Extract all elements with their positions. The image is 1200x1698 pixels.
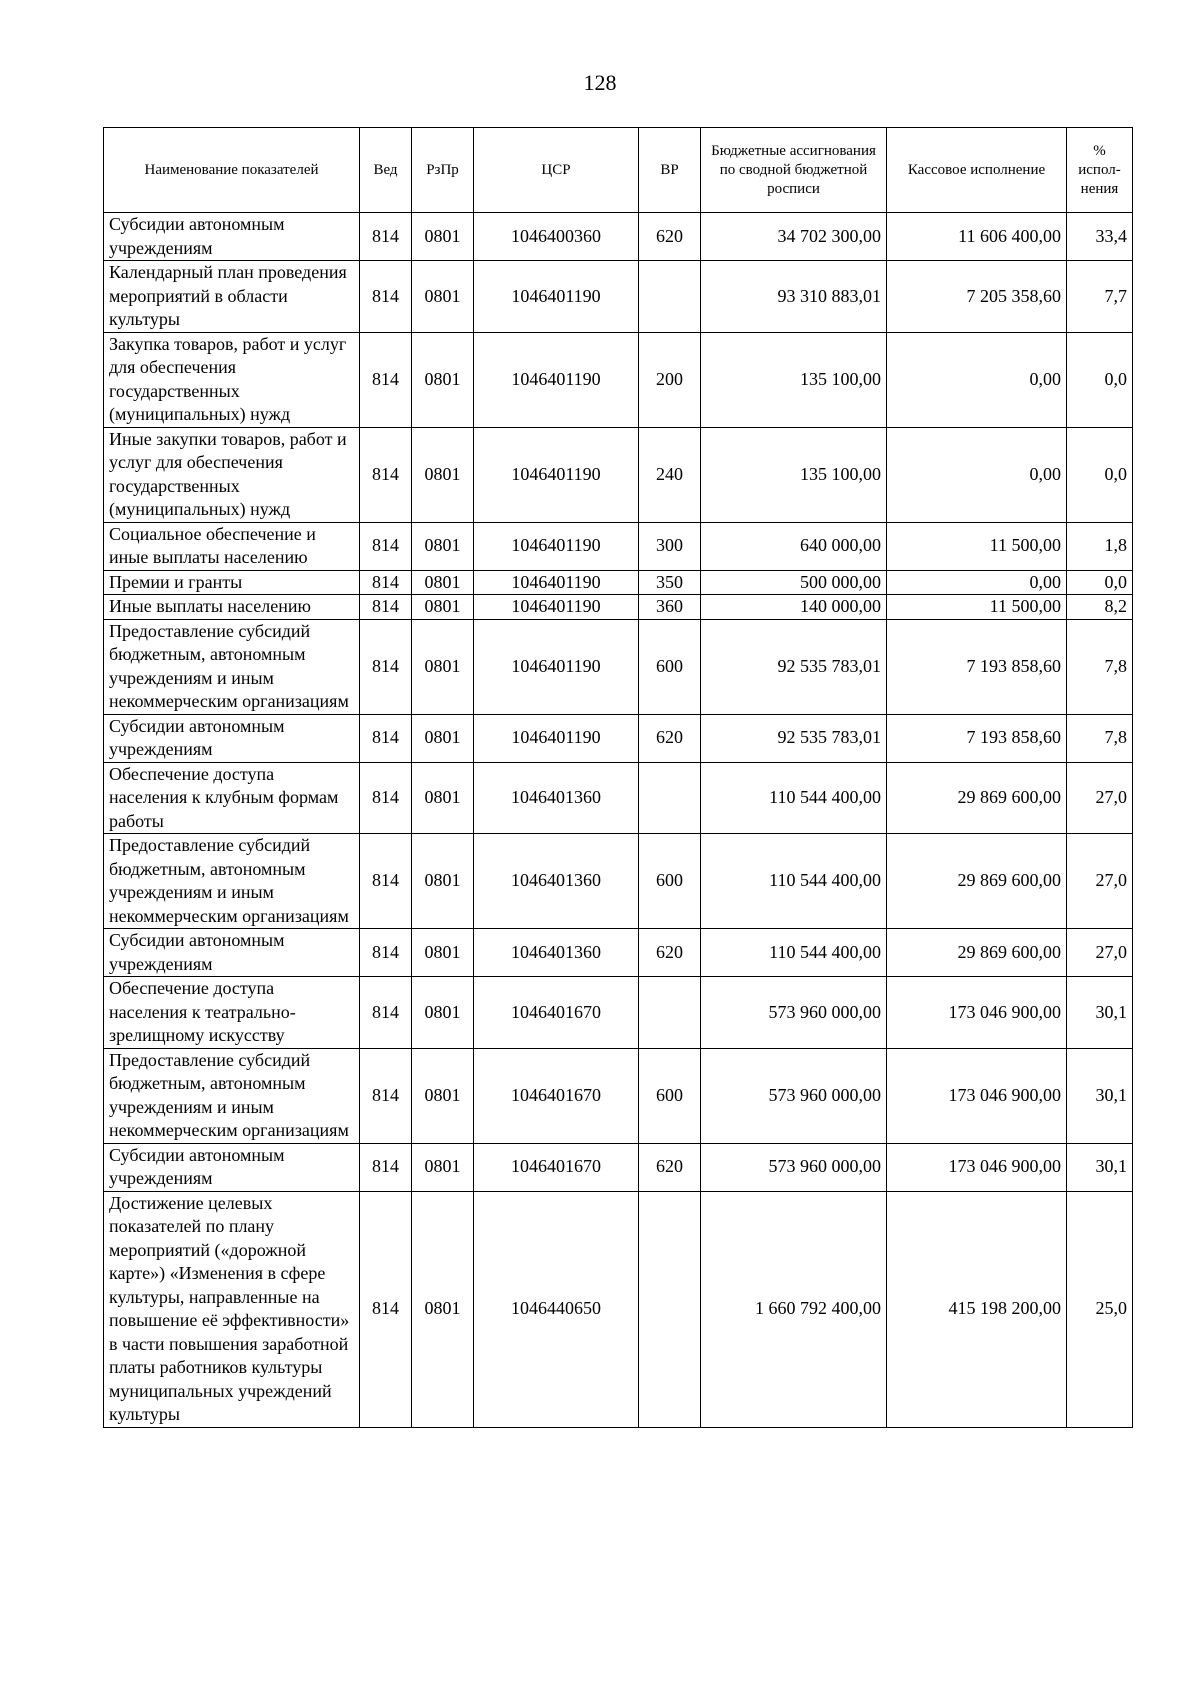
- table-row: [104, 619, 1133, 714]
- cell-budget: 573 960 000,00: [701, 1048, 887, 1143]
- cell-budget: 135 100,00: [701, 427, 887, 522]
- cell-rzpr: 0801: [412, 570, 474, 595]
- cell-rzpr: 0801: [412, 522, 474, 570]
- cell-budget: 640 000,00: [701, 522, 887, 570]
- cell-name: Премии и гранты: [104, 570, 360, 595]
- table-row: [104, 595, 1133, 620]
- cell-csr: 1046401190: [474, 714, 639, 762]
- cell-budget: 92 535 783,01: [701, 619, 887, 714]
- cell-name: Субсидии автономным учреждениям: [104, 213, 360, 261]
- cell-ved: 814: [360, 619, 412, 714]
- cell-budget: 135 100,00: [701, 332, 887, 427]
- cell-name: Закупка товаров, работ и услуг для обеспечения государственных (муниципальных) нужд: [104, 332, 360, 427]
- cell-rzpr: 0801: [412, 977, 474, 1049]
- cell-csr: 1046400360: [474, 213, 639, 261]
- cell-vr: 600: [639, 834, 701, 929]
- table-row: [104, 261, 1133, 333]
- cell-percent: 7,8: [1067, 619, 1133, 714]
- cell-budget: 500 000,00: [701, 570, 887, 595]
- cell-budget: 573 960 000,00: [701, 977, 887, 1049]
- cell-name: Обеспечение доступа населения к театрально-зрелищному искусству: [104, 977, 360, 1049]
- cell-percent: 1,8: [1067, 522, 1133, 570]
- cell-vr: 200: [639, 332, 701, 427]
- cell-ved: 814: [360, 332, 412, 427]
- cell-ved: 814: [360, 1143, 412, 1191]
- cell-kassa: 0,00: [887, 570, 1067, 595]
- cell-rzpr: 0801: [412, 834, 474, 929]
- cell-kassa: 7 205 358,60: [887, 261, 1067, 333]
- cell-csr: 1046440650: [474, 1191, 639, 1427]
- cell-ved: 814: [360, 977, 412, 1049]
- header-rzpr: РзПр: [412, 128, 474, 213]
- cell-ved: 814: [360, 929, 412, 977]
- budget-execution-table: [103, 127, 1133, 1428]
- cell-name: Предоставление субсидий бюджетным, автономным учреждениям и иным некоммерческим организациям: [104, 834, 360, 929]
- table-row: [104, 427, 1133, 522]
- cell-rzpr: 0801: [412, 261, 474, 333]
- cell-vr: 600: [639, 1048, 701, 1143]
- cell-csr: 1046401360: [474, 929, 639, 977]
- table-row: [104, 977, 1133, 1049]
- cell-vr: 620: [639, 213, 701, 261]
- header-csr: ЦСР: [474, 128, 639, 213]
- cell-rzpr: 0801: [412, 595, 474, 620]
- cell-rzpr: 0801: [412, 213, 474, 261]
- cell-rzpr: 0801: [412, 427, 474, 522]
- table-row: [104, 332, 1133, 427]
- cell-kassa: 11 606 400,00: [887, 213, 1067, 261]
- cell-kassa: 29 869 600,00: [887, 929, 1067, 977]
- cell-name: Календарный план проведения мероприятий в области культуры: [104, 261, 360, 333]
- cell-kassa: 173 046 900,00: [887, 1143, 1067, 1191]
- header-name: Наименование показателей: [104, 128, 360, 213]
- cell-percent: 27,0: [1067, 834, 1133, 929]
- cell-name: Субсидии автономным учреждениям: [104, 929, 360, 977]
- table-header-row: [104, 128, 1133, 213]
- cell-ved: 814: [360, 522, 412, 570]
- header-ved: Вед: [360, 128, 412, 213]
- table-row: [104, 762, 1133, 834]
- cell-csr: 1046401190: [474, 427, 639, 522]
- header-budget: Бюджетные ассигнования по сводной бюджетной росписи: [701, 128, 887, 213]
- cell-rzpr: 0801: [412, 762, 474, 834]
- cell-csr: 1046401190: [474, 522, 639, 570]
- cell-budget: 1 660 792 400,00: [701, 1191, 887, 1427]
- cell-budget: 110 544 400,00: [701, 929, 887, 977]
- cell-vr: 360: [639, 595, 701, 620]
- cell-ved: 814: [360, 762, 412, 834]
- cell-ved: 814: [360, 595, 412, 620]
- cell-budget: 140 000,00: [701, 595, 887, 620]
- cell-csr: 1046401670: [474, 977, 639, 1049]
- cell-name: Обеспечение доступа населения к клубным формам работы: [104, 762, 360, 834]
- cell-percent: 30,1: [1067, 1048, 1133, 1143]
- cell-ved: 814: [360, 261, 412, 333]
- cell-percent: 7,8: [1067, 714, 1133, 762]
- cell-percent: 25,0: [1067, 1191, 1133, 1427]
- cell-kassa: 29 869 600,00: [887, 762, 1067, 834]
- cell-budget: 34 702 300,00: [701, 213, 887, 261]
- cell-csr: 1046401360: [474, 834, 639, 929]
- cell-name: Субсидии автономным учреждениям: [104, 1143, 360, 1191]
- cell-csr: 1046401190: [474, 595, 639, 620]
- cell-ved: 814: [360, 1048, 412, 1143]
- cell-vr: [639, 261, 701, 333]
- cell-budget: 110 544 400,00: [701, 834, 887, 929]
- cell-rzpr: 0801: [412, 1048, 474, 1143]
- cell-ved: 814: [360, 570, 412, 595]
- cell-name: Предоставление субсидий бюджетным, автономным учреждениям и иным некоммерческим организациям: [104, 1048, 360, 1143]
- table-row: [104, 570, 1133, 595]
- cell-budget: 92 535 783,01: [701, 714, 887, 762]
- cell-csr: 1046401670: [474, 1048, 639, 1143]
- cell-csr: 1046401190: [474, 619, 639, 714]
- table-row: [104, 522, 1133, 570]
- cell-vr: [639, 762, 701, 834]
- cell-kassa: 415 198 200,00: [887, 1191, 1067, 1427]
- cell-csr: 1046401190: [474, 332, 639, 427]
- cell-budget: 110 544 400,00: [701, 762, 887, 834]
- cell-name: Иные закупки товаров, работ и услуг для обеспечения государственных (муниципальных) нужд: [104, 427, 360, 522]
- cell-kassa: 7 193 858,60: [887, 714, 1067, 762]
- cell-rzpr: 0801: [412, 1191, 474, 1427]
- cell-percent: 27,0: [1067, 762, 1133, 834]
- cell-percent: 30,1: [1067, 1143, 1133, 1191]
- cell-name: Социальное обеспечение и иные выплаты населению: [104, 522, 360, 570]
- cell-vr: 620: [639, 929, 701, 977]
- cell-name: Достижение целевых показателей по плану мероприятий («дорожной карте») «Изменения в сфере культуры, направленные на повышение её эффективности» в части повышения заработной платы работников культуры муниципальных учреждений культуры: [104, 1191, 360, 1427]
- cell-name: Субсидии автономным учреждениям: [104, 714, 360, 762]
- cell-percent: 8,2: [1067, 595, 1133, 620]
- cell-rzpr: 0801: [412, 332, 474, 427]
- cell-vr: 620: [639, 714, 701, 762]
- cell-vr: 600: [639, 619, 701, 714]
- table-row: [104, 929, 1133, 977]
- cell-budget: 573 960 000,00: [701, 1143, 887, 1191]
- cell-csr: 1046401190: [474, 570, 639, 595]
- cell-kassa: 11 500,00: [887, 595, 1067, 620]
- cell-percent: 0,0: [1067, 332, 1133, 427]
- cell-ved: 814: [360, 427, 412, 522]
- cell-percent: 33,4: [1067, 213, 1133, 261]
- cell-rzpr: 0801: [412, 714, 474, 762]
- cell-csr: 1046401360: [474, 762, 639, 834]
- header-kassa: Кассовое исполнение: [887, 128, 1067, 213]
- cell-kassa: 29 869 600,00: [887, 834, 1067, 929]
- cell-budget: 93 310 883,01: [701, 261, 887, 333]
- cell-vr: [639, 1191, 701, 1427]
- cell-name: Иные выплаты населению: [104, 595, 360, 620]
- cell-vr: 300: [639, 522, 701, 570]
- cell-vr: [639, 977, 701, 1049]
- cell-ved: 814: [360, 714, 412, 762]
- cell-name: Предоставление субсидий бюджетным, автономным учреждениям и иным некоммерческим организациям: [104, 619, 360, 714]
- cell-kassa: 11 500,00: [887, 522, 1067, 570]
- table-row: [104, 1048, 1133, 1143]
- cell-kassa: 0,00: [887, 332, 1067, 427]
- cell-percent: 0,0: [1067, 570, 1133, 595]
- cell-ved: 814: [360, 213, 412, 261]
- cell-percent: 30,1: [1067, 977, 1133, 1049]
- cell-vr: 620: [639, 1143, 701, 1191]
- cell-kassa: 173 046 900,00: [887, 1048, 1067, 1143]
- cell-rzpr: 0801: [412, 619, 474, 714]
- header-vr: ВР: [639, 128, 701, 213]
- table-row: [104, 213, 1133, 261]
- cell-kassa: 173 046 900,00: [887, 977, 1067, 1049]
- cell-csr: 1046401190: [474, 261, 639, 333]
- table-row: [104, 714, 1133, 762]
- cell-rzpr: 0801: [412, 929, 474, 977]
- cell-kassa: 0,00: [887, 427, 1067, 522]
- cell-vr: 240: [639, 427, 701, 522]
- cell-kassa: 7 193 858,60: [887, 619, 1067, 714]
- table-row: [104, 1143, 1133, 1191]
- header-percent: % испол-нения: [1067, 128, 1133, 213]
- cell-ved: 814: [360, 1191, 412, 1427]
- cell-vr: 350: [639, 570, 701, 595]
- cell-percent: 0,0: [1067, 427, 1133, 522]
- cell-ved: 814: [360, 834, 412, 929]
- cell-rzpr: 0801: [412, 1143, 474, 1191]
- table-row: [104, 1191, 1133, 1427]
- cell-percent: 27,0: [1067, 929, 1133, 977]
- cell-percent: 7,7: [1067, 261, 1133, 333]
- cell-csr: 1046401670: [474, 1143, 639, 1191]
- table-row: [104, 834, 1133, 929]
- page-number: 128: [583, 70, 617, 95]
